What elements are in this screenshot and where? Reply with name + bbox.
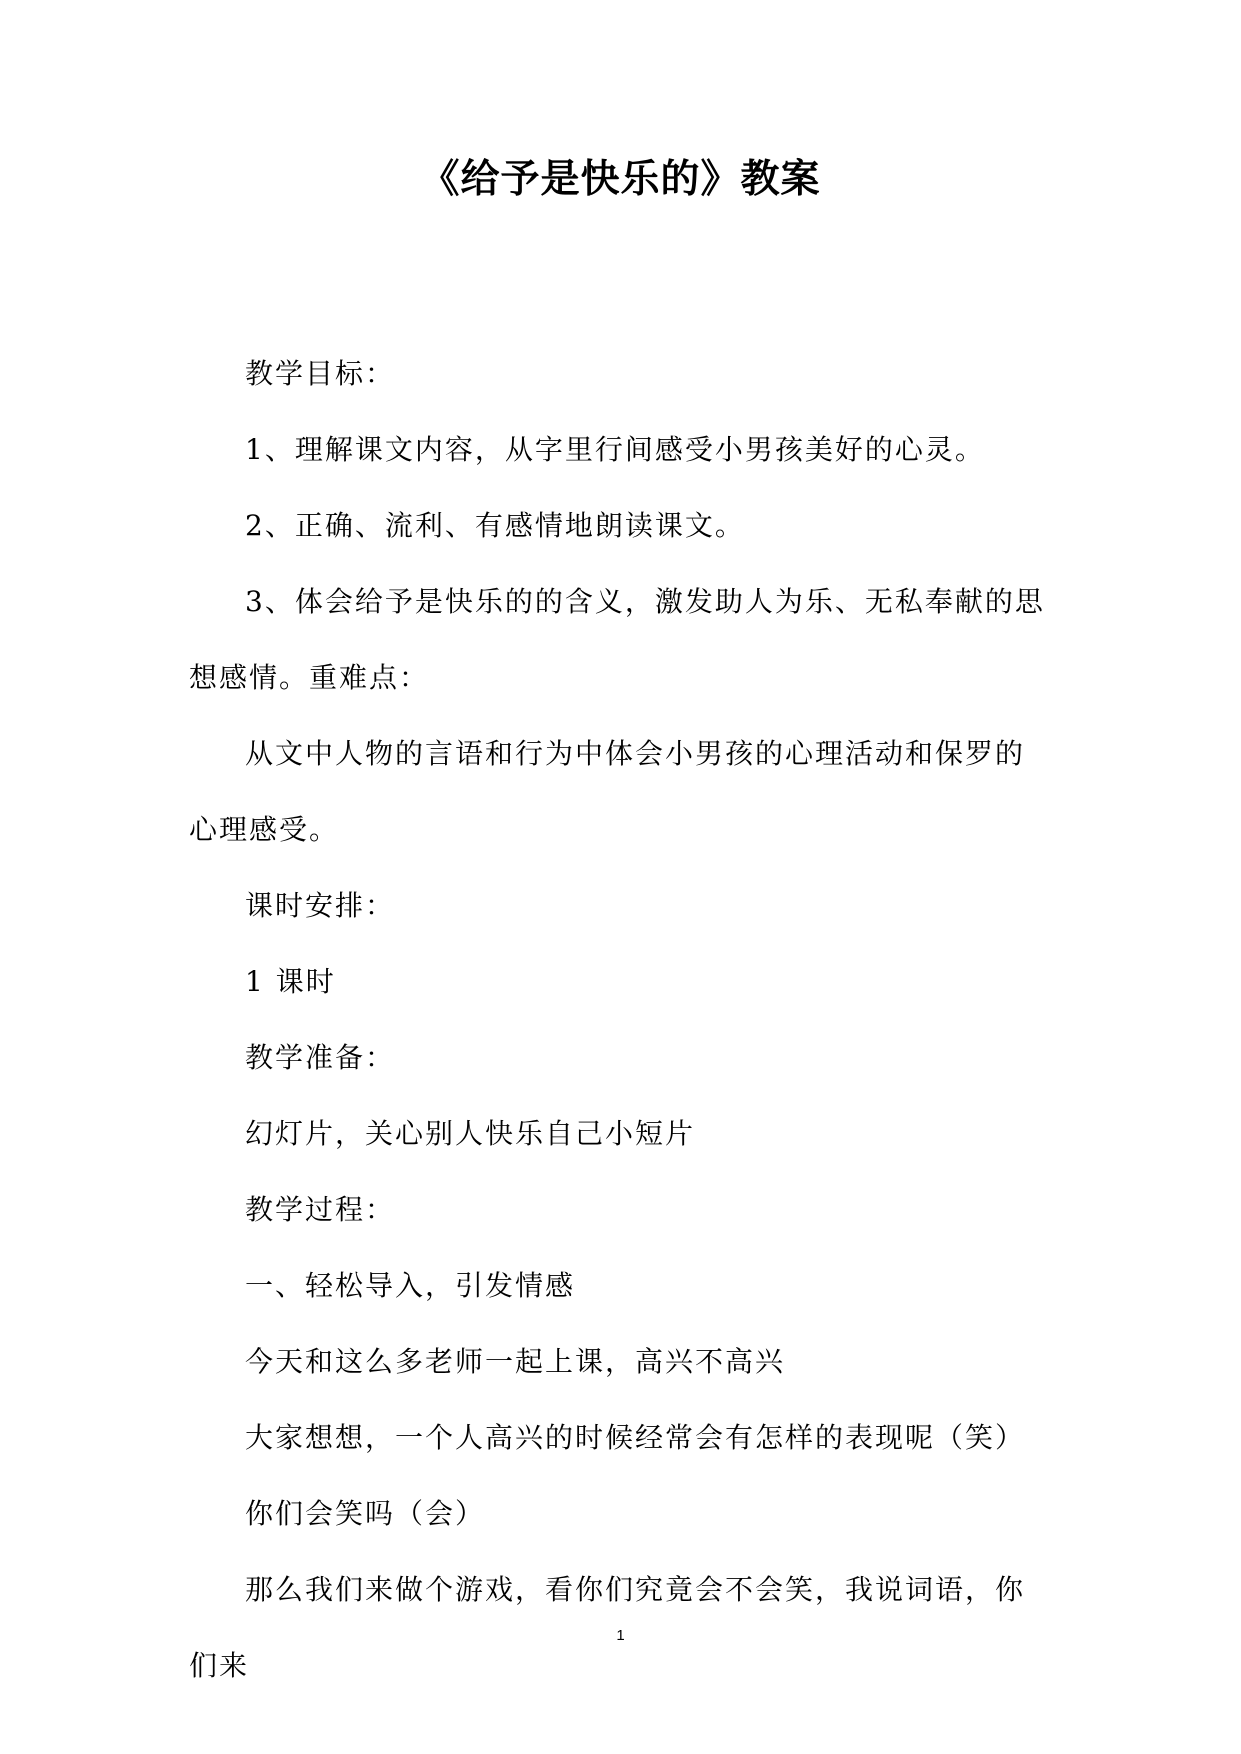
paragraph-goal-1: 1、理解课文内容，从字里行间感受小男孩美好的心灵。 — [245, 433, 985, 466]
paragraph-section-1-heading: 一、轻松导入，引发情感 — [245, 1269, 576, 1302]
paragraph-intro-1: 今天和这么多老师一起上课，高兴不高兴 — [245, 1345, 786, 1378]
paragraph-process-heading: 教学过程： — [245, 1193, 396, 1226]
document-body — [189, 336, 1051, 1704]
paragraph-intro-2: 大家想想，一个人高兴的时候经常会有怎样的表现呢（笑） — [245, 1421, 1026, 1454]
document-title: 《给予是快乐的》教案 — [420, 157, 821, 202]
paragraph-goal-3: 3、体会给予是快乐的的含义，激发助人为乐、无私奉献的思想感情。重难点： — [189, 585, 1045, 694]
paragraph-schedule-value: 1 课时 — [245, 965, 336, 998]
paragraph-preparation-heading: 教学准备： — [245, 1041, 396, 1074]
paragraph-preparation-value: 幻灯片，关心别人快乐自己小短片 — [245, 1117, 696, 1150]
paragraph-teaching-goals-heading: 教学目标： — [245, 357, 396, 390]
paragraph-key-difficulty: 从文中人物的言语和行为中体会小男孩的心理活动和保罗的心理感受。 — [189, 737, 1026, 846]
paragraph-intro-3: 你们会笑吗（会） — [245, 1497, 486, 1530]
paragraph-intro-4: 那么我们来做个游戏，看你们究竟会不会笑，我说词语，你们来 — [189, 1573, 1026, 1682]
page-number: 1 — [616, 1627, 625, 1644]
paragraph-schedule-heading: 课时安排： — [245, 889, 396, 922]
paragraph-goal-2: 2、正确、流利、有感情地朗读课文。 — [245, 509, 745, 542]
